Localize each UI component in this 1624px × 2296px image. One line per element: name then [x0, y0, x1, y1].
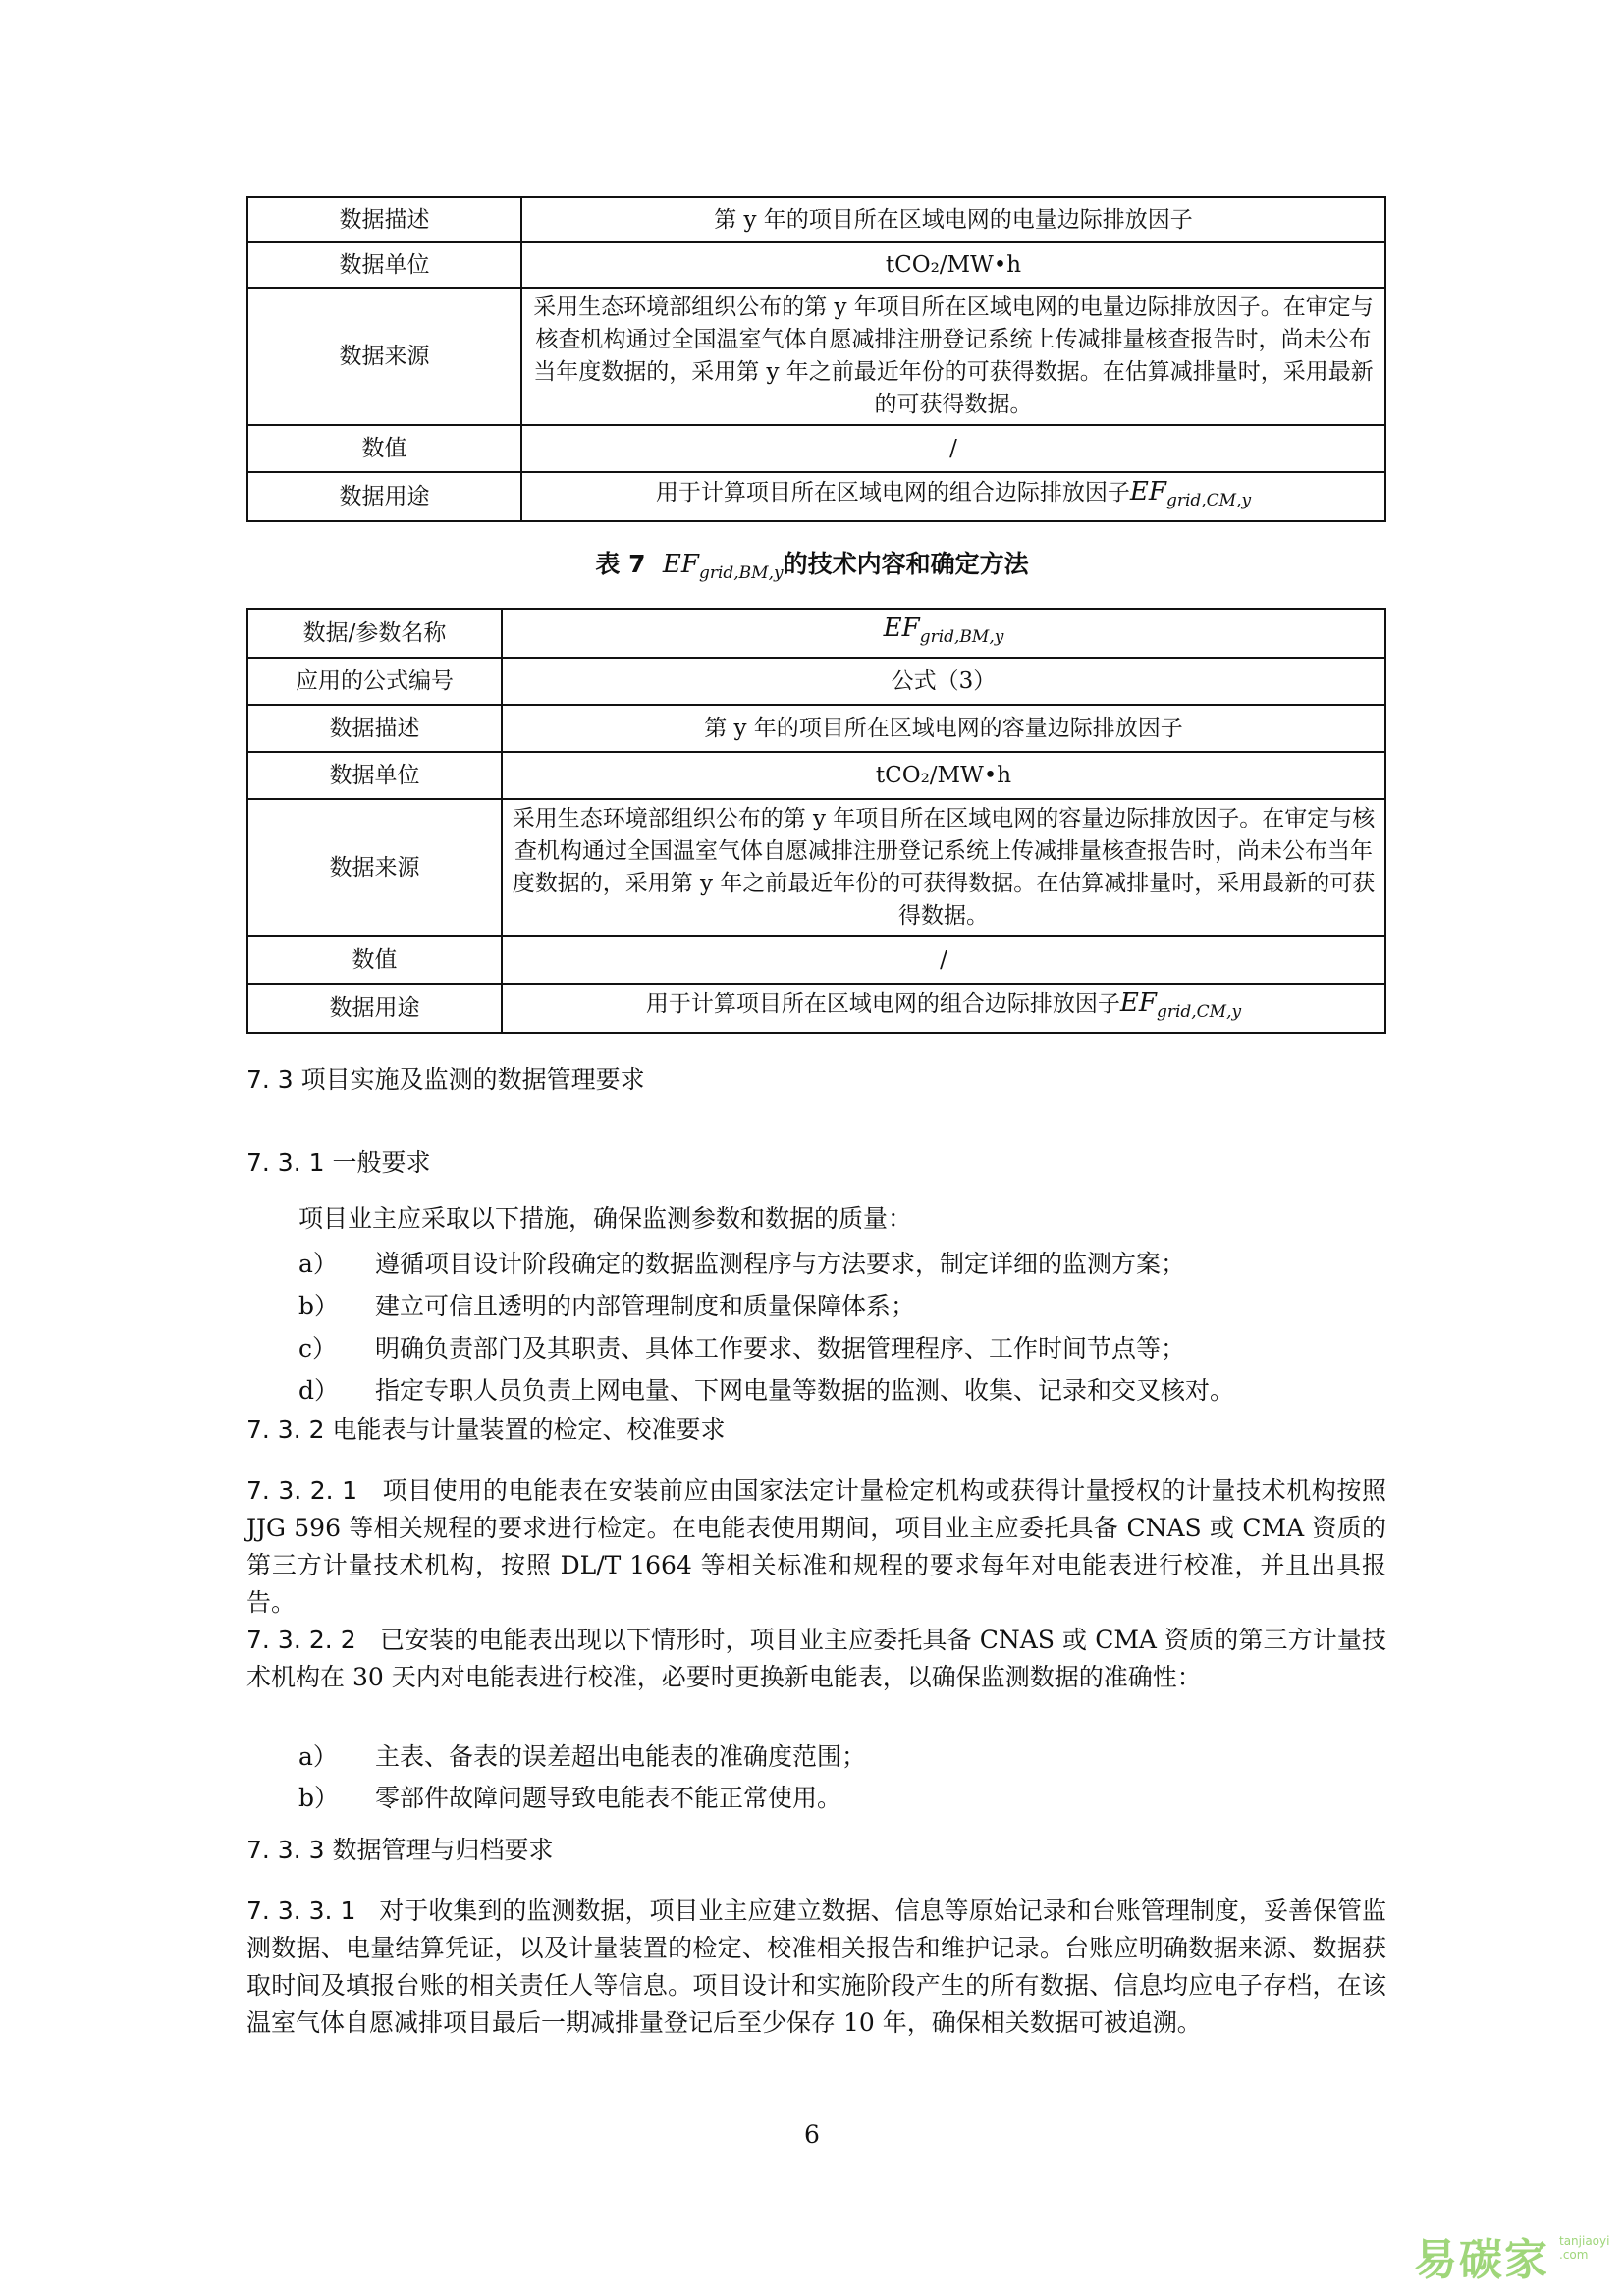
list-marker: d） [298, 1376, 340, 1405]
caption-symbol [662, 550, 784, 583]
row-value: 第 y 年的项目所在区域电网的电量边际排放因子 [521, 197, 1385, 242]
row-value [521, 472, 1385, 521]
row-label: 数值 [247, 425, 521, 472]
row-label: 数据/参数名称 [247, 609, 502, 658]
table-row [247, 425, 1385, 472]
list-marker: b） [298, 1292, 340, 1320]
row-value: 第 y 年的项目所在区域电网的容量边际排放因子 [502, 705, 1385, 752]
table-7 [246, 608, 1386, 1034]
list-text: 指定专职人员负责上网电量、下网电量等数据的监测、收集、记录和交叉核对。 [375, 1376, 1235, 1405]
formula-symbol [883, 614, 1004, 647]
clause-number: 7. 3. 3. 1 [246, 1896, 356, 1925]
table-row [247, 658, 1385, 705]
list-marker: b） [298, 1784, 340, 1812]
row-label: 数据描述 [247, 705, 502, 752]
list-item [298, 1245, 1185, 1280]
table-caption [0, 545, 1624, 583]
symbol-main: EF [1129, 477, 1166, 507]
intro-paragraph: 项目业主应采取以下措施，确保监测参数和数据的质量： [298, 1204, 913, 1233]
row-value [502, 609, 1385, 658]
symbol-subscript: grid,CM,y [1165, 491, 1252, 510]
formula-symbol [1129, 477, 1252, 510]
table-row [247, 752, 1385, 799]
paragraph-7-3-3-1 [246, 1893, 1386, 2042]
list-item [298, 1779, 841, 1814]
symbol-main: EF [662, 550, 699, 579]
row-value [502, 984, 1385, 1033]
section-heading-7-3-1: 7. 3. 1 一般要求 [246, 1148, 431, 1177]
table-row [247, 705, 1385, 752]
row-label: 数据描述 [247, 197, 521, 242]
list-text: 明确负责部门及其职责、具体工作要求、数据管理程序、工作时间节点等； [375, 1334, 1186, 1362]
symbol-subscript: grid,CM,y [1156, 1002, 1242, 1022]
table-row [247, 799, 1385, 936]
formula-symbol [1119, 988, 1242, 1022]
list-marker: a） [298, 1742, 338, 1771]
row-label: 数据用途 [247, 984, 502, 1033]
usage-text: 用于计算项目所在区域电网的组合边际排放因子 [655, 480, 1130, 506]
row-label: 数值 [247, 936, 502, 984]
row-label: 数据用途 [247, 472, 521, 521]
clause-text: 对于收集到的监测数据，项目业主应建立数据、信息等原始记录和台账管理制度，妥善保管监测数据、电量结算凭证，以及计量装置的检定、校准相关报告和维护记录。台账应明确数据来源、数据获取时间及填报台账的相关责任人等信息。项目设计和实施阶段产生的所有数据、信息均应电子存档，在该温室气体自愿减排项目最后一期减排量登记后至少保存 10 年，确保相关数据可被追溯。 [246, 1896, 1386, 2037]
emission-factor-table-continued [246, 196, 1386, 522]
symbol-main: EF [883, 614, 920, 643]
clause-text: 项目使用的电能表在安装前应由国家法定计量检定机构或获得计量授权的计量技术机构按照 JJG 596 等相关规程的要求进行检定。在电能表使用期间，项目业主应委托具备 CNAS 或 CMA 资质的第三方计量技术机构，按照 DL/T 1664 等相关标准和规程的要求每年对电能表进行校准，并且出具报告。 [246, 1476, 1386, 1617]
row-value: tCO₂/MW•h [521, 242, 1385, 288]
row-value: 采用生态环境部组织公布的第 y 年项目所在区域电网的容量边际排放因子。在审定与核查机构通过全国温室气体自愿减排注册登记系统上传减排量核查报告时，尚未公布当年度数据的，采用第 y 年之前最近年份的可获得数据。在估算减排量时，采用最新的可获得数据。 [502, 799, 1385, 936]
section-heading-7-3-2: 7. 3. 2 电能表与计量装置的检定、校准要求 [246, 1415, 726, 1444]
caption-prefix: 表 7 [595, 550, 646, 578]
paragraph-7-3-2-1 [246, 1472, 1386, 1622]
row-label: 数据单位 [247, 752, 502, 799]
watermark-text: 易碳家 [1414, 2235, 1549, 2285]
table-row [247, 984, 1385, 1033]
usage-text: 用于计算项目所在区域电网的组合边际排放因子 [645, 991, 1120, 1017]
symbol-subscript: grid,BM,y [698, 563, 784, 583]
clause-number: 7. 3. 2. 1 [246, 1476, 358, 1505]
symbol-subscript: grid,BM,y [919, 627, 1004, 647]
table-row [247, 288, 1385, 425]
row-value: / [502, 936, 1385, 984]
page-number: 6 [804, 2120, 820, 2149]
row-value: tCO₂/MW•h [502, 752, 1385, 799]
section-heading-7-3: 7. 3 项目实施及监测的数据管理要求 [246, 1065, 645, 1094]
row-value: / [521, 425, 1385, 472]
row-label: 数据来源 [247, 288, 521, 425]
watermark-logo [1414, 2220, 1620, 2285]
row-value: 采用生态环境部组织公布的第 y 年项目所在区域电网的电量边际排放因子。在审定与核查机构通过全国温室气体自愿减排注册登记系统上传减排量核查报告时，尚未公布当年度数据的，采用第 y 年之前最近年份的可获得数据。在估算减排量时，采用最新的可获得数据。 [521, 288, 1385, 425]
list-item [298, 1371, 1234, 1407]
list-marker: c） [298, 1334, 338, 1362]
list-item [298, 1287, 915, 1322]
table-row [247, 242, 1385, 288]
row-label: 数据单位 [247, 242, 521, 288]
table-row [247, 197, 1385, 242]
symbol-main: EF [1119, 988, 1157, 1018]
list-marker: a） [298, 1250, 338, 1278]
row-label: 应用的公式编号 [247, 658, 502, 705]
list-text: 零部件故障问题导致电能表不能正常使用。 [375, 1784, 842, 1812]
table-row [247, 609, 1385, 658]
clause-number: 7. 3. 2. 2 [246, 1626, 356, 1654]
section-heading-7-3-3: 7. 3. 3 数据管理与归档要求 [246, 1836, 554, 1864]
list-text: 遵循项目设计阶段确定的数据监测程序与方法要求，制定详细的监测方案； [375, 1250, 1186, 1278]
row-label: 数据来源 [247, 799, 502, 936]
row-value: 公式（3） [502, 658, 1385, 705]
list-text: 建立可信且透明的内部管理制度和质量保障体系； [375, 1292, 916, 1320]
table-row [247, 472, 1385, 521]
list-item [298, 1737, 866, 1773]
list-item [298, 1329, 1185, 1364]
watermark-domain: tanjiaoyi .com [1559, 2234, 1610, 2262]
paragraph-7-3-2-2 [246, 1622, 1386, 1696]
caption-suffix: 的技术内容和确定方法 [783, 550, 1029, 578]
table-row [247, 936, 1385, 984]
clause-text: 已安装的电能表出现以下情形时，项目业主应委托具备 CNAS 或 CMA 资质的第三方计量技术机构在 30 天内对电能表进行校准，必要时更换新电能表，以确保监测数据的准确性： [246, 1626, 1386, 1691]
list-text: 主表、备表的误差超出电能表的准确度范围； [375, 1742, 867, 1771]
